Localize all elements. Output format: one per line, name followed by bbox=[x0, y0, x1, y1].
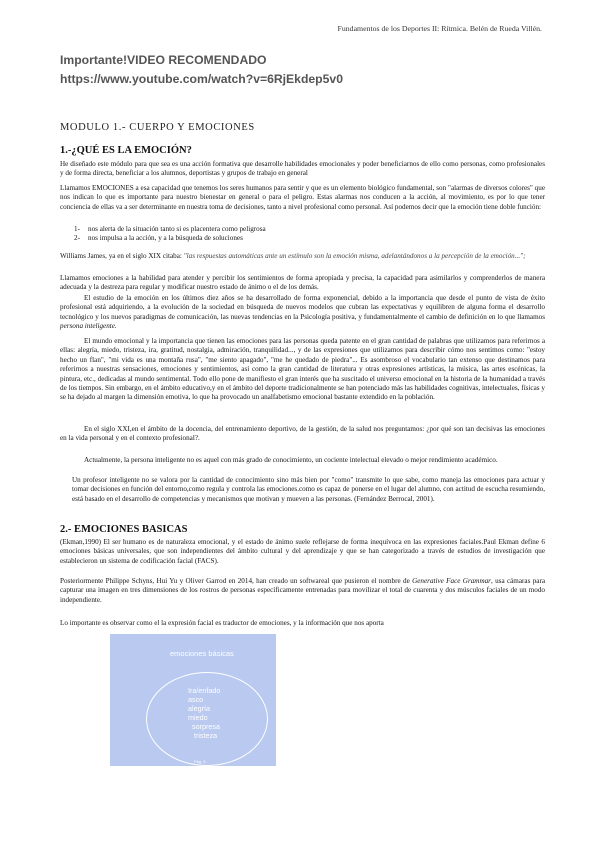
figure-footer: Pág. 6 bbox=[194, 759, 206, 764]
emotion-item: asco bbox=[188, 694, 204, 704]
section-1-paragraph-3 bbox=[60, 252, 545, 261]
list-item: 1- nos alerta de la situación tanto si es placentera como peligrosa bbox=[74, 225, 266, 233]
section-1-paragraph-4: Llamamos emociones a la habilidad para atender y percibir los sentimientos de forma apropiada y precisa, la capacidad para asimilarlos y comprenderlos de manera adecuada y la destreza para regular y modificar nuestro estado de ánimo o el de los demás. bbox=[60, 274, 545, 292]
section-1-paragraph-2: Llamamos EMOCIONES a esa capacidad que tenemos los seres humanos para sentir y que es un elemento biológico fundamental, son "alarmas de diversos colores" que nos indican lo que es importante para nuestro bienestar en general o para el peligro. Estas alarmas nos conducen a la acción, al movimiento, es por lo que tener conciencia de ellas va a ser determinante en nuestra toma de decisiones, tanto a nivel profesional como personal. Así podemos decir que la emoción tiene doble función: bbox=[60, 184, 545, 211]
section-2-paragraph-1: (Ekman,1990) El ser humano es de naturaleza emocional, y el estado de ánimo suele reflejarse de forma inequívoca en las expresiones faciales.Paul Ekman define 6 emociones básicas universales, que son independientes del ámbito cultural y del aprendizaje y que se han categorizado a través de estudios de investigación que establecieron un sistema de codificación facial (FACS). bbox=[60, 538, 545, 565]
section-2-paragraph-3: Lo importante es observar como el la expresión facial es traductor de emociones, y la información que nos aporta bbox=[60, 619, 384, 627]
emotion-item: sorpresa bbox=[192, 721, 220, 731]
emotion-functions-list bbox=[74, 225, 266, 244]
emotion-item: tristeza bbox=[194, 730, 218, 740]
video-recommendation-heading: Importante!VIDEO RECOMENDADO bbox=[60, 53, 267, 67]
section-2-heading: 2.- EMOCIONES BASICAS bbox=[60, 524, 188, 535]
list-item: 2- nos impulsa a la acción, y a la búsqueda de soluciones bbox=[74, 234, 243, 243]
section-1-paragraph-7: En el siglo XXI,en el ámbito de la docencia, del entrenamiento deportivo, de la gestión, de la salud nos preguntamos: ¿por qué son tan decisivas las emociones en la vida personal y en el contexto profesional?. bbox=[60, 425, 545, 443]
section-2-paragraph-2: Posteriormente Philippe Schyns, Hui Yu y Oliver Garrod en 2014, han creado un softwareal que pusieron el nombre de Generative Face Grammar, usa cámaras para capturar una imagen en tres dimensiones de los rostros de personas específicamente entrenadas para movilizar el total de cuarenta y dos músculos faciales de un modo independiente. bbox=[60, 577, 545, 604]
section-1-heading: 1.-¿QUÉ ES LA EMOCIÓN? bbox=[60, 145, 192, 156]
basic-emotions-figure bbox=[110, 634, 276, 766]
figure-title: emociones básicas bbox=[170, 649, 234, 658]
emotion-item: miedo bbox=[188, 712, 208, 722]
section-1-paragraph-6: El mundo emocional y la importancia que tienen las emociones para las personas queda patente en el gran cantidad de palabras que utilizamos para referirnos a ellas: alegría, miedo, tristeza, ira, gratitud, nostalgia, admiración, tranquilidad..., y de las expresiones que utilizamos para describir cómo nos sentimos como: "estoy hecho un flan", "mi vida es una montaña rusa", "me siento apagado", "me he quedado de piedra"... Es asombroso el vocabulario tan extenso que destinamos para referirnos a nuestras sensaciones, emociones y sentimientos, así como la gran cantidad de literatura y otras expresiones artísticas, la música, las artes escénicas, la pintura, etc., dedicadas al mundo sentimental. Todo ello pone de manifiesto el gran interés que ha suscitado el universo emocional en la historia de la humanidad a través de los tiempos. Sin embargo, en el ámbito educativo,y en el ámbito del deporte tradicionalmente se han potenciado más las habilidades cognitivas, intelectuales, físicas y se ha dejado al margen la dimensión emotiva, lo que ha provocado un analfabetismo emocional bastante extendido en la población. bbox=[60, 337, 545, 402]
emotion-item: alegría bbox=[188, 703, 210, 713]
emotion-item: Ira/enfado bbox=[188, 686, 221, 695]
section-1-paragraph-5: El estudio de la emoción en los últimos diez años se ha desarrollado de forma exponencial, debido a la importancia que desde el punto de vista de éxito profesional está adquiriendo, a la evolución de la sociedad en búsqueda de nuevos modelos que cubran las expectativas y equilibren de alguna forma el desarrollo tecnológico y los nuevos paradigmas de comunicación, las nuevas tendencias en la Psicología positiva, y fundamentalmente el cambio de definición en lo que llamamos persona inteligente. bbox=[60, 294, 545, 331]
section-1-paragraph-9: Un profesor inteligente no se valora por la cantidad de conocimiento sino más bien por "como" transmite lo que sabe, como maneja las emociones para actuar y tomar decisiones en función del entorno,como regula y controla las emociones.como es capaz de ponerse en el lugar del alumno, con actitud de escucha resumiendo, está basado en el desarrollo de competencias y mecanismos que motivan y mueven a las personas. (Fernández Berrocal, 2001). bbox=[72, 476, 545, 503]
james-quote: "las respuestas automáticas ante un estímulo son la emoción misma, adelantándonos a la percepción de la emoción..."; bbox=[183, 252, 526, 260]
module-title: MODULO 1.- CUERPO Y EMOCIONES bbox=[60, 122, 255, 133]
citation-lead: Williams James, ya en el siglo XIX citaba: bbox=[60, 252, 184, 260]
emotion-list bbox=[188, 687, 220, 740]
section-1-paragraph-1: He diseñado este módulo para que sea es una acción formativa que desarrolle habilidades emocionales y poder beneficiarnos de ello como personas, como profesionales y de forma directa, beneficiar a los alumnos, deportistas y grupos de trabajo en general bbox=[60, 160, 545, 178]
video-link[interactable]: https://www.youtube.com/watch?v=6RjEkdep5v0 bbox=[60, 72, 343, 86]
section-1-paragraph-8: Actualmente, la persona inteligente no es aquel con más grado de conocimiento, un cociente intelectual elevado o mejor rendimiento académico. bbox=[84, 456, 498, 464]
running-header: Fundamentos de los Deportes II: Rítmica. Belén de Rueda Villén. bbox=[337, 24, 542, 33]
